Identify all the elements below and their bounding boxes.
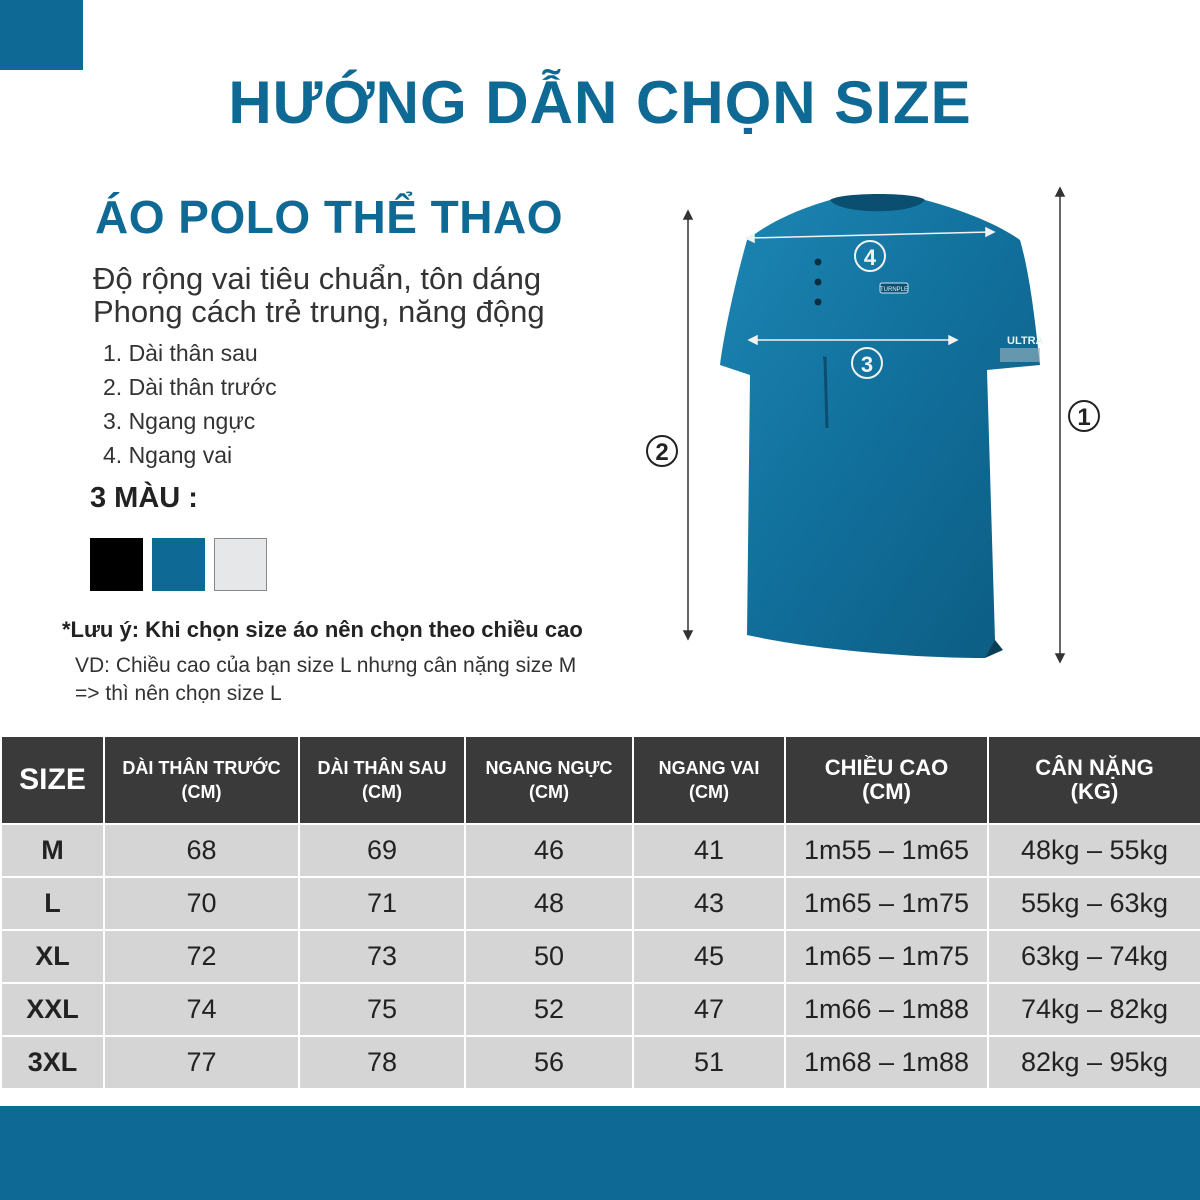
chest-cell: 56 <box>465 1036 633 1089</box>
sleeve-text: ULTRA <box>1007 335 1044 347</box>
measurement-item: 4. Ngang vai <box>103 442 233 468</box>
front-length-cell: 72 <box>104 930 299 983</box>
color-swatch-white[interactable] <box>214 538 267 591</box>
height-cell: 1m55 – 1m65 <box>785 824 988 877</box>
back-length-cell: 69 <box>299 824 465 877</box>
header-chest-label: NGANG NGỰC <box>485 758 613 778</box>
height-cell: 1m65 – 1m75 <box>785 877 988 930</box>
size-cell: XXL <box>1 983 104 1036</box>
shoulder-cell: 41 <box>633 824 785 877</box>
back-length-cell: 71 <box>299 877 465 930</box>
table-row <box>1 983 1200 1036</box>
shirt-image <box>720 194 1044 658</box>
footer-accent-bar <box>0 1106 1200 1200</box>
product-title: ÁO POLO THỂ THAO <box>95 191 563 243</box>
header-height <box>785 736 988 824</box>
color-swatch-blue[interactable] <box>152 538 205 591</box>
weight-cell: 63kg – 74kg <box>988 930 1200 983</box>
marker-2 <box>647 436 677 466</box>
shoulder-cell: 47 <box>633 983 785 1036</box>
description-line-1: Độ rộng vai tiêu chuẩn, tôn dáng <box>93 261 542 296</box>
marker-4-label: 4 <box>863 245 877 270</box>
header-front-length-label: DÀI THÂN TRƯỚC <box>122 758 281 778</box>
size-chart-table <box>0 735 1200 1090</box>
height-cell: 1m65 – 1m75 <box>785 930 988 983</box>
front-length-cell: 74 <box>104 983 299 1036</box>
marker-3-label: 3 <box>860 352 874 377</box>
shoulder-cell: 43 <box>633 877 785 930</box>
table-row <box>1 1036 1200 1089</box>
back-length-cell: 73 <box>299 930 465 983</box>
color-swatch-black[interactable] <box>90 538 143 591</box>
page-title: HƯỚNG DẪN CHỌN SIZE <box>228 69 972 136</box>
size-cell: 3XL <box>1 1036 104 1089</box>
back-length-cell: 78 <box>299 1036 465 1089</box>
header-size: SIZE <box>1 736 104 824</box>
weight-cell: 74kg – 82kg <box>988 983 1200 1036</box>
header-height-label: CHIỀU CAO <box>824 755 949 780</box>
header-back-length <box>299 736 465 824</box>
header-chest <box>465 736 633 824</box>
header-weight-label: CÂN NẶNG <box>1035 755 1154 780</box>
weight-cell: 55kg – 63kg <box>988 877 1200 930</box>
header-shoulder-label: NGANG VAI <box>658 758 760 778</box>
size-note-body <box>75 652 576 708</box>
header-front-length-unit: (CM) <box>181 782 222 802</box>
description-line-2: Phong cách trẻ trung, năng động <box>93 294 545 329</box>
size-cell: XL <box>1 930 104 983</box>
measurement-item: 3. Ngang ngực <box>103 408 256 434</box>
header-shoulder <box>633 736 785 824</box>
weight-cell: 48kg – 55kg <box>988 824 1200 877</box>
table-row <box>1 824 1200 877</box>
table-row <box>1 930 1200 983</box>
chest-cell: 50 <box>465 930 633 983</box>
back-length-cell: 75 <box>299 983 465 1036</box>
front-length-cell: 77 <box>104 1036 299 1089</box>
size-note-example-1: VD: Chiều cao của bạn size L nhưng cân nặng size M <box>75 654 577 677</box>
header-height-unit: (CM) <box>862 779 911 804</box>
measurement-item: 1. Dài thân sau <box>103 340 258 366</box>
measure-line-1 <box>1056 188 1064 662</box>
shoulder-cell: 51 <box>633 1036 785 1089</box>
shirt-measurement-figure <box>635 180 1115 670</box>
header-weight-unit: (KG) <box>1070 779 1119 804</box>
header-shoulder-unit: (CM) <box>689 782 729 802</box>
measurement-list <box>103 336 277 472</box>
front-length-cell: 70 <box>104 877 299 930</box>
chest-cell: 52 <box>465 983 633 1036</box>
marker-2-label: 2 <box>655 439 669 466</box>
chest-cell: 48 <box>465 877 633 930</box>
product-description <box>93 262 545 328</box>
size-cell: L <box>1 877 104 930</box>
weight-cell: 82kg – 95kg <box>988 1036 1200 1089</box>
marker-1 <box>1069 401 1099 431</box>
size-note-title: *Lưu ý: Khi chọn size áo nên chọn theo chiều cao <box>62 617 583 642</box>
colors-label: 3 MÀU : <box>90 482 198 514</box>
height-cell: 1m66 – 1m88 <box>785 983 988 1036</box>
chest-badge: TURNPLE <box>879 287 909 293</box>
table-header-row <box>1 736 1200 824</box>
table-row <box>1 877 1200 930</box>
chest-cell: 46 <box>465 824 633 877</box>
size-cell: M <box>1 824 104 877</box>
header-front-length <box>104 736 299 824</box>
measurement-item: 2. Dài thân trước <box>103 374 277 400</box>
marker-1-label: 1 <box>1077 404 1091 431</box>
measure-line-2 <box>684 211 692 639</box>
header-weight <box>988 736 1200 824</box>
height-cell: 1m68 – 1m88 <box>785 1036 988 1089</box>
front-length-cell: 68 <box>104 824 299 877</box>
shoulder-cell: 45 <box>633 930 785 983</box>
header-chest-unit: (CM) <box>529 782 569 802</box>
color-swatches <box>90 538 267 591</box>
size-note-example-2: => thì nên chọn size L <box>75 682 282 705</box>
corner-accent-block <box>0 0 83 70</box>
header-back-length-unit: (CM) <box>362 782 402 802</box>
header-back-length-label: DÀI THÂN SAU <box>317 758 447 778</box>
